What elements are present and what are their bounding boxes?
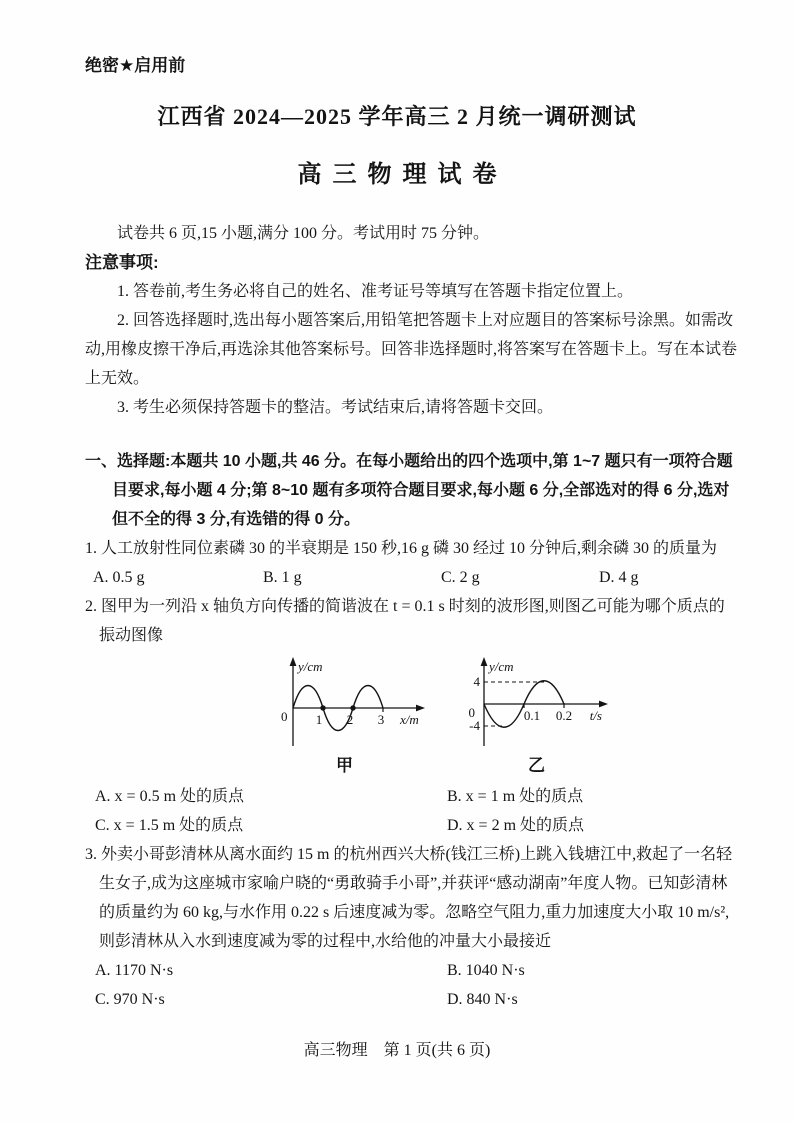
question-2-option-d: D. x = 2 m 处的质点 bbox=[447, 817, 585, 834]
question-1-option-a: A. 0.5 g bbox=[93, 569, 145, 586]
question-3-option-d: D. 840 N·s bbox=[447, 991, 518, 1008]
y-axis-label: y/cm bbox=[298, 659, 323, 674]
x-axis-label: x/m bbox=[400, 712, 419, 727]
question-3-option-b: B. 1040 N·s bbox=[447, 962, 525, 979]
question-3-options bbox=[85, 956, 740, 1014]
graph-yi-svg bbox=[454, 656, 619, 752]
graph-jia-svg bbox=[257, 656, 432, 752]
origin-label: 0 bbox=[468, 705, 475, 720]
question-3-text: 3. 外卖小哥彭清林从离水面约 15 m 的杭州西兴大桥(钱江三桥)上跳入钱塘江中,救起了一名轻生女子,成为这座城市家喻户晓的“勇敢骑手小哥”,并获评“感动湖南”年度人物。已知彭清林的质量约为 60 kg,与水作用 0.22 s 后速度减为零。忽略空气阻力,重力加速度大小取 10 m/s²,则彭清林从入水到速度减为零的过程中,水给他的冲量大小最接近 bbox=[85, 846, 733, 950]
exam-intro: 试卷共 6 页,15 小题,满分 100 分。考试用时 75 分钟。 bbox=[117, 225, 490, 242]
question-1-option-d: D. 4 g bbox=[599, 569, 639, 586]
x-axis-label: t/s bbox=[589, 708, 602, 723]
exam-title: 江西省 2024—2025 学年高三 2 月统一调研测试 bbox=[157, 104, 637, 129]
y-tick-plus4: 4 bbox=[473, 674, 480, 689]
question-2-options bbox=[85, 782, 740, 840]
x-axis-arrow-icon bbox=[416, 705, 425, 712]
waveform-graph-jia bbox=[257, 656, 432, 778]
oscillation-graph-yi bbox=[454, 656, 619, 778]
tick-label-2: 2 bbox=[346, 712, 354, 727]
particle-dot-x2 bbox=[350, 705, 355, 710]
tick-label-1: 1 bbox=[315, 712, 323, 727]
question-1-option-c: C. 2 g bbox=[441, 569, 480, 586]
question-2-option-b: B. x = 1 m 处的质点 bbox=[447, 788, 584, 805]
x-axis-arrow-icon bbox=[599, 701, 608, 708]
section-1-heading: 一、选择题:本题共 10 小题,共 46 分。在每小题给出的四个选项中,第 1~7 题只有一项符合题目要求,每小题 4 分;第 8~10 题有多项符合题目要求,每小题 6 分,全部选对的得 6 分,选对但不全的得 3 分,有选错的得 0 分。 bbox=[85, 453, 733, 528]
question-2-option-a: A. x = 0.5 m 处的质点 bbox=[95, 788, 245, 805]
classification-label: 绝密★启用前 bbox=[85, 56, 186, 75]
exam-subtitle: 高三物理试卷 bbox=[297, 161, 508, 188]
page-footer: 高三物理 第 1 页(共 6 页) bbox=[303, 1042, 491, 1059]
question-1-text: 1. 人工放射性同位素磷 30 的半衰期是 150 秒,16 g 磷 30 经过 10 分钟后,剩余磷 30 的质量为 bbox=[85, 540, 718, 557]
tick-label-02: 0.2 bbox=[555, 708, 573, 723]
graph-jia-caption: 甲 bbox=[336, 756, 353, 775]
question-3-option-a: A. 1170 N·s bbox=[95, 962, 174, 979]
tick-label-01: 0.1 bbox=[523, 708, 541, 723]
notice-item-3: 3. 考生必须保持答题卡的整洁。考试结束后,请将答题卡交回。 bbox=[117, 399, 554, 416]
y-axis-label: y/cm bbox=[489, 659, 514, 674]
notice-item-1: 1. 答卷前,考生务必将自己的姓名、准考证号等填写在答题卡指定位置上。 bbox=[117, 283, 634, 300]
question-2-option-c: C. x = 1.5 m 处的质点 bbox=[95, 817, 244, 834]
graph-yi-caption: 乙 bbox=[528, 756, 545, 775]
y-tick-minus4: -4 bbox=[469, 718, 480, 733]
notice-heading: 注意事项: bbox=[85, 253, 159, 272]
question-2-text: 2. 图甲为一列沿 x 轴负方向传播的简谐波在 t = 0.1 s 时刻的波形图,则图乙可能为哪个质点的振动图像 bbox=[85, 598, 725, 644]
notice-item-2: 2. 回答选择题时,选出每小题答案后,用铅笔把答题卡上对应题目的答案标号涂黑。如需改动,用橡皮擦干净后,再选涂其他答案标号。回答非选择题时,将答案写在答题卡上。写在本试卷上无效。 bbox=[85, 312, 738, 387]
particle-dot-x1 bbox=[320, 705, 325, 710]
question-1-options bbox=[85, 563, 740, 592]
question-2-figure bbox=[257, 656, 740, 778]
tick-label-3: 3 bbox=[377, 712, 385, 727]
y-axis-arrow-icon bbox=[481, 657, 488, 666]
origin-label: 0 bbox=[281, 709, 288, 724]
y-axis-arrow-icon bbox=[290, 657, 297, 666]
question-1-option-b: B. 1 g bbox=[263, 569, 302, 586]
question-3-option-c: C. 970 N·s bbox=[95, 991, 165, 1008]
